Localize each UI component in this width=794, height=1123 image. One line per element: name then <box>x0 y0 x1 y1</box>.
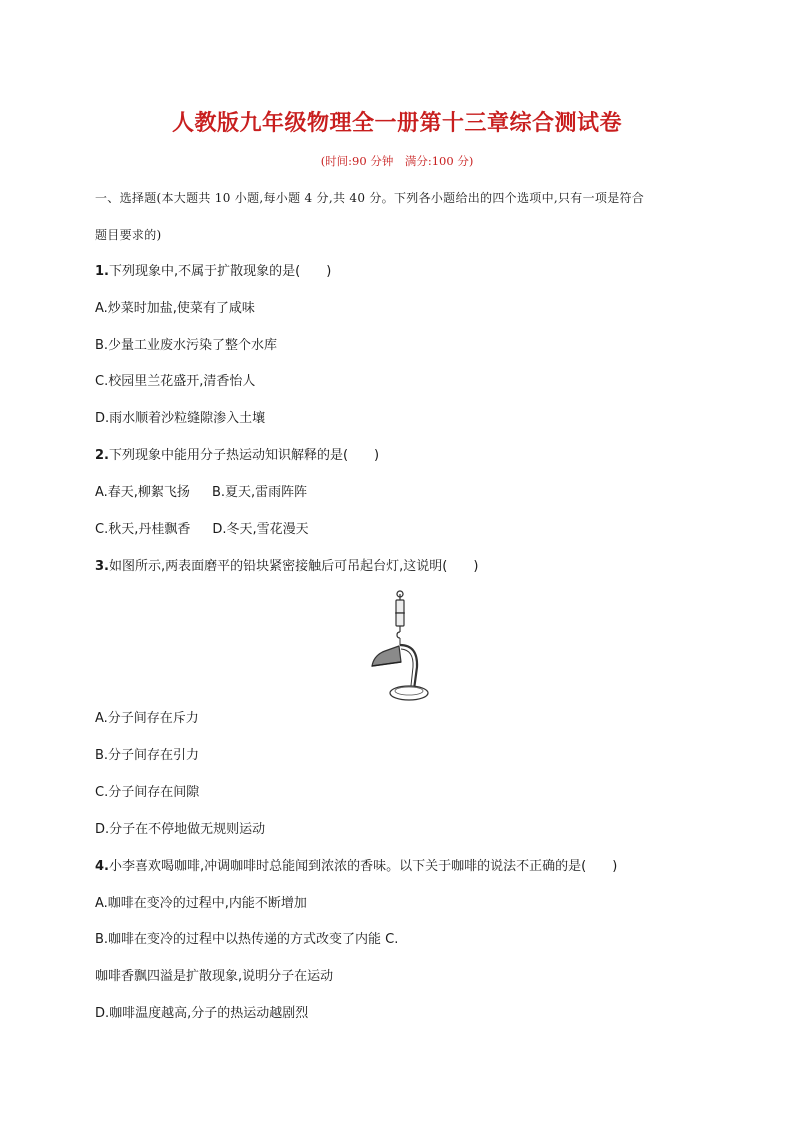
question-number: 3. <box>95 559 109 574</box>
question-1 <box>95 263 331 281</box>
lead-blocks-lamp-figure <box>365 588 429 702</box>
section-heading-line1: 一、选择题(本大题共 10 小题,每小题 4 分,共 40 分。下列各小题给出的四个选项中,只有一项是符合 <box>95 191 645 205</box>
lower-lead-block <box>396 613 404 626</box>
q2-options-row2 <box>95 521 309 539</box>
question-stem: 小李喜欢喝咖啡,冲调咖啡时总能闻到浓浓的香味。以下关于咖啡的说法不正确的是( ) <box>108 859 618 874</box>
q3-option-d: D.分子在不停地做无规则运动 <box>95 822 266 837</box>
q4-option-d: D.咖啡温度越高,分子的热运动越剧烈 <box>95 1006 309 1021</box>
page-title: 人教版九年级物理全一册第十三章综合测试卷 <box>171 110 622 136</box>
lamp-base <box>390 686 428 700</box>
question-number: 4. <box>95 859 109 874</box>
q3-option-c: C.分子间存在间隙 <box>95 785 200 800</box>
q1-option-a: A.炒菜时加盐,使菜有了咸味 <box>95 301 255 316</box>
question-stem: 下列现象中,不属于扩散现象的是( ) <box>108 264 332 279</box>
question-3 <box>95 558 478 576</box>
q2-option-c: C.秋天,丹桂飘香 <box>95 522 191 537</box>
q2-option-d: D.冬天,雪花漫天 <box>212 522 309 537</box>
q1-option-d: D.雨水顺着沙粒缝隙渗入土壤 <box>95 411 266 426</box>
q4-option-c: 咖啡香飘四溢是扩散现象,说明分子在运动 <box>95 969 334 984</box>
section-heading-line2: 题目要求的) <box>95 228 162 242</box>
bottom-hook-icon <box>397 632 400 638</box>
upper-lead-block <box>396 600 404 613</box>
question-4 <box>95 858 617 876</box>
q3-option-b: B.分子间存在引力 <box>95 748 200 763</box>
q1-option-b: B.少量工业废水污染了整个水库 <box>95 338 278 353</box>
q2-option-a: A.春天,柳絮飞扬 <box>95 485 190 500</box>
exam-time-score: (时间:90 分钟 满分:100 分) <box>320 154 474 168</box>
question-stem: 如图所示,两表面磨平的铅块紧密接触后可吊起台灯,这说明( ) <box>108 559 479 574</box>
question-number: 2. <box>95 448 109 463</box>
q1-option-c: C.校园里兰花盛开,清香怡人 <box>95 374 256 389</box>
question-number: 1. <box>95 264 109 279</box>
question-stem: 下列现象中能用分子热运动知识解释的是( ) <box>108 448 380 463</box>
q3-option-a: A.分子间存在斥力 <box>95 711 199 726</box>
q4-option-b: B.咖啡在变冷的过程中以热传递的方式改变了内能 C. <box>95 932 399 947</box>
q2-option-b: B.夏天,雷雨阵阵 <box>211 485 308 500</box>
q4-option-a: A.咖啡在变冷的过程中,内能不断增加 <box>95 896 307 911</box>
question-2 <box>95 447 379 465</box>
q2-options-row1 <box>95 484 307 502</box>
